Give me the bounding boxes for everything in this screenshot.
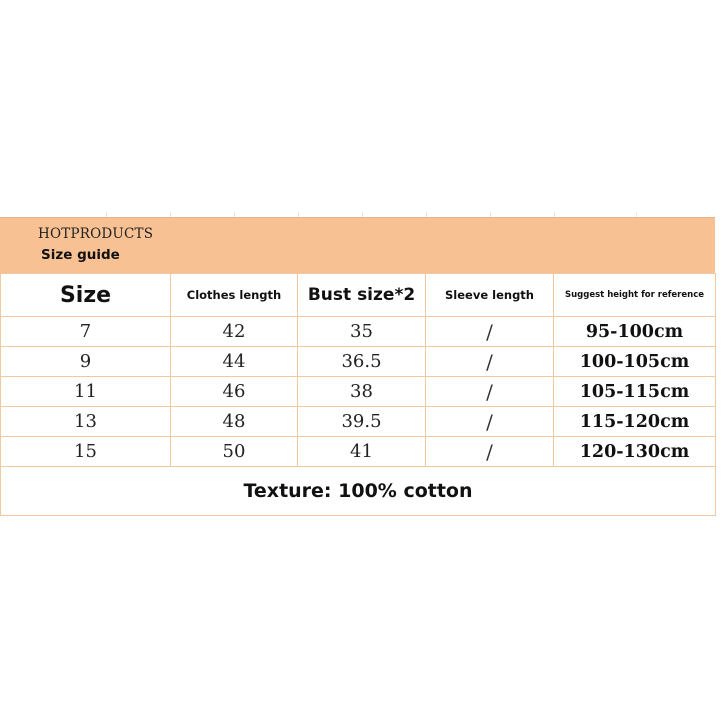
cell-sleeve-length: / bbox=[426, 407, 554, 437]
cell-sleeve-length: / bbox=[426, 347, 554, 377]
column-header-suggested-height: Suggest height for reference bbox=[554, 274, 716, 317]
cell-clothes-length: 50 bbox=[171, 437, 298, 467]
table-row bbox=[1, 377, 716, 407]
cell-size: 13 bbox=[1, 407, 171, 437]
brand-name: HOTPRODUCTS bbox=[38, 226, 154, 242]
cell-bust-size: 41 bbox=[298, 437, 426, 467]
table-row bbox=[1, 317, 716, 347]
table-row bbox=[1, 407, 716, 437]
table-row bbox=[1, 347, 716, 377]
size-guide-title: Size guide bbox=[41, 247, 120, 263]
cell-size: 9 bbox=[1, 347, 171, 377]
column-header-sleeve-length: Sleeve length bbox=[426, 274, 554, 317]
cell-bust-size: 36.5 bbox=[298, 347, 426, 377]
column-header-size: Size bbox=[1, 274, 171, 317]
texture-note: Texture: 100% cotton bbox=[1, 467, 716, 516]
cell-suggested-height: 95-100cm bbox=[554, 317, 716, 347]
cell-bust-size: 39.5 bbox=[298, 407, 426, 437]
size-table bbox=[0, 273, 716, 516]
cell-size: 11 bbox=[1, 377, 171, 407]
cell-clothes-length: 42 bbox=[171, 317, 298, 347]
cell-suggested-height: 120-130cm bbox=[554, 437, 716, 467]
cell-size: 15 bbox=[1, 437, 171, 467]
size-guide-sheet bbox=[0, 212, 723, 512]
table-row bbox=[1, 437, 716, 467]
cell-sleeve-length: / bbox=[426, 317, 554, 347]
cell-sleeve-length: / bbox=[426, 437, 554, 467]
header-banner bbox=[0, 217, 715, 274]
cell-bust-size: 38 bbox=[298, 377, 426, 407]
cell-size: 7 bbox=[1, 317, 171, 347]
cell-clothes-length: 48 bbox=[171, 407, 298, 437]
cell-bust-size: 35 bbox=[298, 317, 426, 347]
column-header-clothes-length: Clothes length bbox=[171, 274, 298, 317]
cell-suggested-height: 115-120cm bbox=[554, 407, 716, 437]
cell-suggested-height: 105-115cm bbox=[554, 377, 716, 407]
table-footer-row bbox=[1, 467, 716, 516]
cell-suggested-height: 100-105cm bbox=[554, 347, 716, 377]
cell-sleeve-length: / bbox=[426, 377, 554, 407]
cell-clothes-length: 46 bbox=[171, 377, 298, 407]
cell-clothes-length: 44 bbox=[171, 347, 298, 377]
table-header-row bbox=[1, 274, 716, 317]
column-header-bust-size: Bust size*2 bbox=[298, 274, 426, 317]
